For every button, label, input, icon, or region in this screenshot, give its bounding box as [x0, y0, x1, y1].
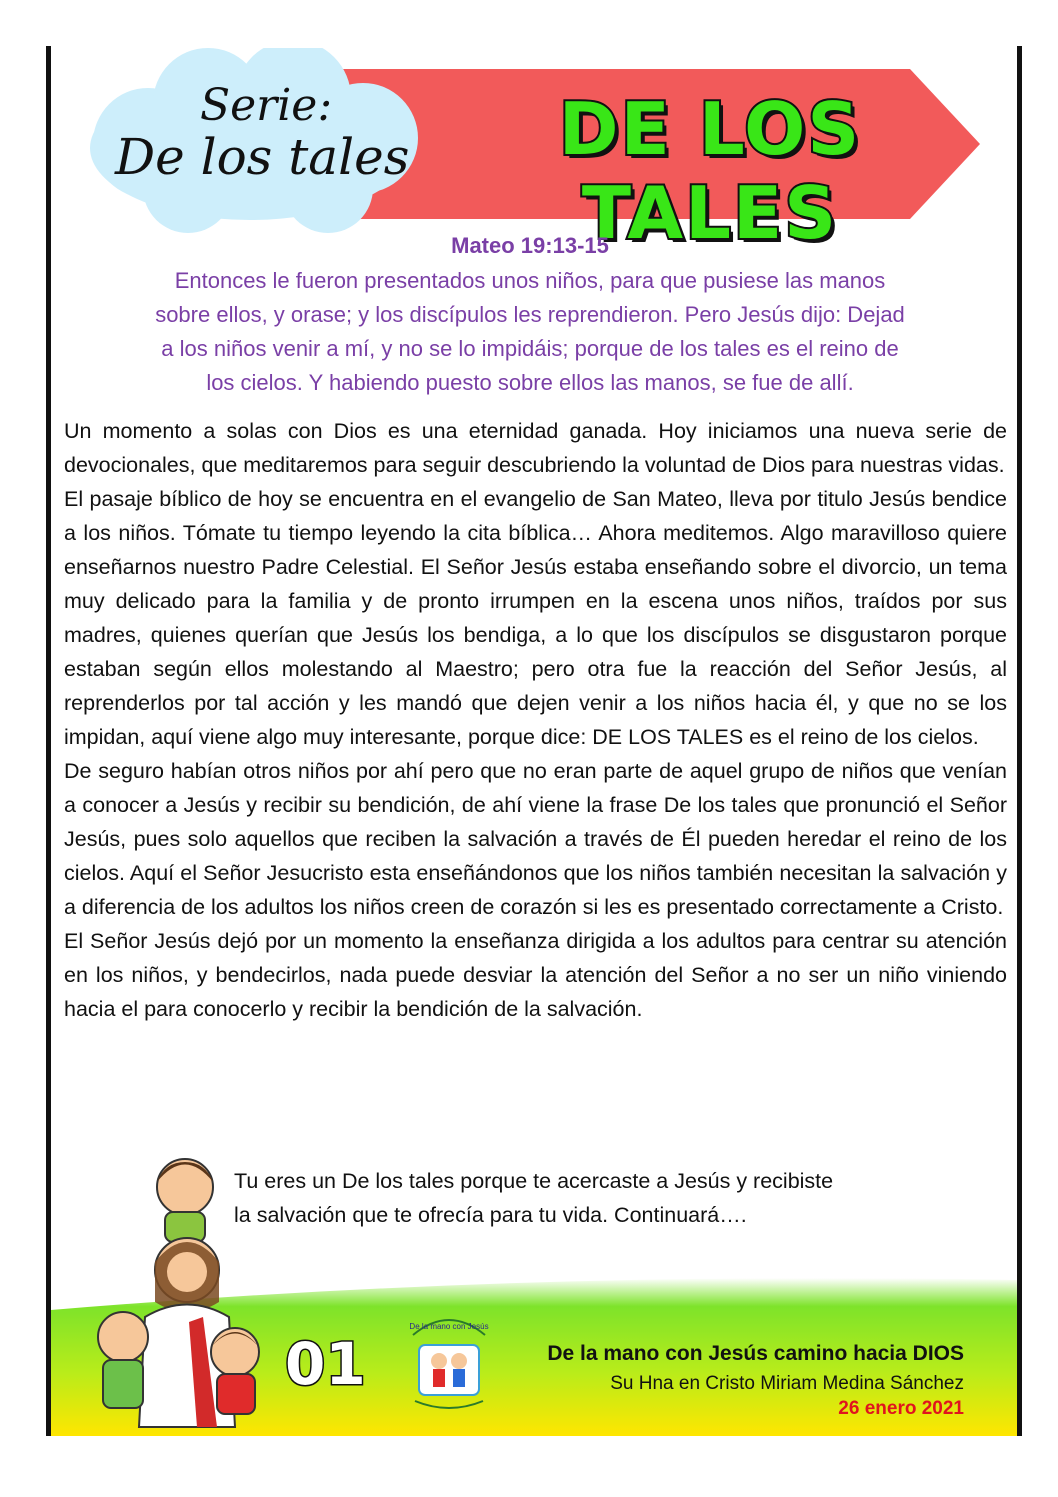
closing-text: [234, 1164, 934, 1232]
logo-icon: [405, 1305, 493, 1417]
series-script-line2: De los tales: [115, 128, 410, 186]
verse-text: [100, 264, 960, 400]
body-paragraph: Un momento a solas con Dios es una eternidad ganada. Hoy iniciamos una nueva serie de devocionales, que meditaremos para seguir descubriendo la voluntad de Dios para nuestras vidas.: [64, 419, 1007, 477]
body-paragraph: El pasaje bíblico de hoy se encuentra en el evangelio de San Mateo, lleva por titulo Jesús bendice a los niños. Tómate tu tiempo leyendo la cita bíblica… Ahora meditemos. Algo maravilloso quiere enseñarnos nuestro Padre Celestial. El Señor Jesús estaba enseñando sobre el divorcio, un tema muy delicado para la familia y de pronto irrumpen en la escena unos niños, traídos por sus madres, quienes querían que Jesús los bendiga, a lo que los discípulos se disgustaron porque estaban según ellos molestando al Maestro; pero otra fue la reacción del Señor Jesús, al reprenderlos por tal acción y les mandó que dejen venir a los niños hacia él, y que no se los impidan, aquí viene algo muy interesante, porque dice: DE LOS TALES es el reino de los cielos.: [64, 487, 1007, 749]
issue-number: 01: [285, 1330, 366, 1398]
logo-text: De la mano con Jesús: [409, 1322, 489, 1331]
body-paragraph: El Señor Jesús dejó por un momento la enseñanza dirigida a los adultos para centrar su atención en los niños, y bendecirlos, nada puede desviar la atención del Señor a no ser un niño viniendo hacia el para conocerlo y recibir la bendición de la salvación.: [64, 929, 1007, 1021]
footer-author: Su Hna en Cristo Miriam Medina Sánchez: [610, 1373, 964, 1394]
jesus-with-children-illustration: [85, 1142, 275, 1432]
closing-line: Tu eres un De los tales porque te acercaste a Jesús y recibiste: [234, 1169, 834, 1193]
footer-date: 26 enero 2021: [838, 1398, 964, 1419]
illustration-icon: [85, 1142, 275, 1432]
closing-line: la salvación que te ofrecía para tu vida. Continuará….: [234, 1203, 747, 1227]
verse-line: los cielos. Y habiendo puesto sobre ellos las manos, se fue de allí.: [206, 370, 854, 395]
page-border-right: [1017, 46, 1022, 1436]
page-border-left: [46, 46, 51, 1436]
series-script-line1: Serie:: [200, 80, 333, 131]
footer-ministry-title: De la mano con Jesús camino hacia DIOS: [547, 1342, 964, 1365]
banner-title: DE LOS TALES: [558, 87, 862, 255]
verse-reference: Mateo 19:13-15: [451, 233, 609, 258]
verse-line: a los niños venir a mí, y no se lo impidáis; porque de los tales es el reino de: [161, 336, 899, 361]
body-paragraph: De seguro habían otros niños por ahí pero que no eran parte de aquel grupo de niños que venían a conocer a Jesús y recibir su bendición, de ahí viene la frase De los tales que pronunció el Señor Jesús, pues solo aquellos que reciben la salvación a través de Él pueden heredar el reino de los cielos. Aquí el Señor Jesucristo esta enseñándonos que los niños también necesitan la salvación y a diferencia de los adultos los niños creen de corazón si les es presentado correctamente a Cristo.: [64, 759, 1007, 919]
verse-line: Entonces le fueron presentados unos niños, para que pusiese las manos: [174, 268, 886, 293]
devotional-body: [64, 414, 1007, 1026]
verse-line: sobre ellos, y orase; y los discípulos les reprendieron. Pero Jesús dijo: Dejad: [155, 302, 905, 327]
verse-block: [100, 230, 960, 400]
ministry-logo: [405, 1305, 493, 1417]
